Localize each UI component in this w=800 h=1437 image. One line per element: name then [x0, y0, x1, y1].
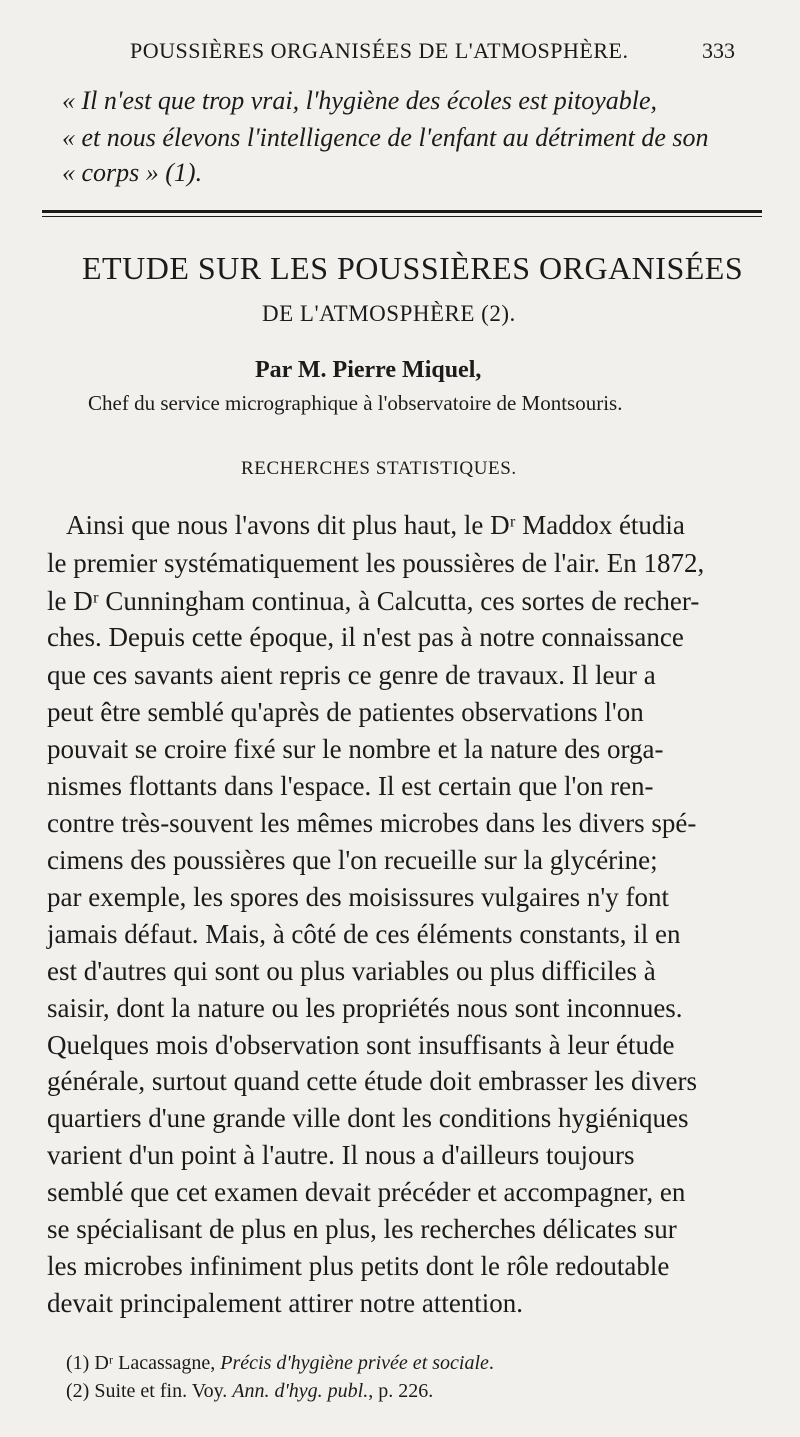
author-affiliation: Chef du service micrographique à l'observatoire de Montsouris.: [88, 391, 623, 415]
body-line: semblé que cet examen devait précéder et accompagner, en: [47, 1177, 686, 1207]
footnote-text: (1) Dʳ Lacassagne,: [66, 1352, 221, 1374]
body-line: contre très-souvent les mêmes microbes dans les divers spé-: [47, 808, 697, 838]
body-line: varient d'un point à l'autre. Il nous a d'ailleurs toujours: [47, 1140, 635, 1170]
body-line: le premier systématiquement les poussières de l'air. En 1872,: [47, 548, 705, 578]
article-title: ETUDE SUR LES POUSSIÈRES ORGANISÉES: [82, 250, 744, 286]
footnote-1: [66, 1352, 494, 1375]
body-line: jamais défaut. Mais, à côté de ces éléments constants, il en: [47, 919, 681, 949]
footnote-text: (2) Suite et fin. Voy.: [66, 1380, 233, 1402]
body-line: que ces savants aient repris ce genre de travaux. Il leur a: [47, 660, 656, 690]
footnote-citation: Ann. d'hyg. publ.: [232, 1380, 369, 1402]
body-line: générale, surtout quand cette étude doit embrasser les divers: [47, 1066, 698, 1096]
body-line: Quelques mois d'observation sont insuffisants à leur étude: [47, 1030, 675, 1060]
body-line: ches. Depuis cette époque, il n'est pas à notre connaissance: [47, 622, 684, 652]
body-line: les microbes infiniment plus petits dont le rôle redoutable: [47, 1251, 670, 1281]
quote-line: « et nous élevons l'intelligence de l'enfant au détriment de son: [62, 123, 709, 152]
body-line: quartiers d'une grande ville dont les conditions hygiéniques: [47, 1103, 689, 1133]
footnote-text: , p. 226.: [368, 1380, 434, 1402]
body-line: se spécialisant de plus en plus, les recherches délicates sur: [47, 1214, 677, 1244]
footnote-text: .: [488, 1352, 494, 1374]
quote-line: « corps » (1).: [62, 158, 203, 187]
body-line: nismes flottants dans l'espace. Il est certain que l'on ren-: [47, 771, 654, 801]
body-line: pouvait se croire fixé sur le nombre et la nature des orga-: [47, 734, 664, 764]
separator-rule-thin: [42, 216, 762, 217]
body-line: devait principalement attirer notre attention.: [47, 1288, 524, 1318]
separator-rule: [42, 210, 762, 213]
quote-line: « Il n'est que trop vrai, l'hygiène des écoles est pitoyable,: [62, 86, 658, 115]
body-line: peut être semblé qu'après de patientes observations l'on: [47, 697, 644, 727]
footnote-citation: Précis d'hygiène privée et sociale: [220, 1352, 489, 1374]
body-line: est d'autres qui sont ou plus variables ou plus difficiles à: [47, 956, 656, 986]
body-line: cimens des poussières que l'on recueille sur la glycérine;: [47, 845, 658, 875]
running-title: POUSSIÈRES ORGANISÉES DE L'ATMOSPHÈRE.: [130, 38, 629, 63]
section-heading: RECHERCHES STATISTIQUES.: [241, 458, 517, 479]
body-line: Ainsi que nous l'avons dit plus haut, le Dʳ Maddox étudia: [66, 510, 685, 540]
body-line: saisir, dont la nature ou les propriétés nous sont inconnues.: [47, 993, 683, 1023]
page-number: 333: [702, 38, 735, 63]
author-byline: Par M. Pierre Miquel,: [255, 357, 482, 383]
footnote-2: [66, 1380, 433, 1403]
body-line: par exemple, les spores des moisissures vulgaires n'y font: [47, 882, 669, 912]
body-line: le Dʳ Cunningham continua, à Calcutta, ces sortes de recher-: [47, 586, 700, 616]
article-title-continued: DE L'ATMOSPHÈRE (2).: [262, 301, 516, 326]
